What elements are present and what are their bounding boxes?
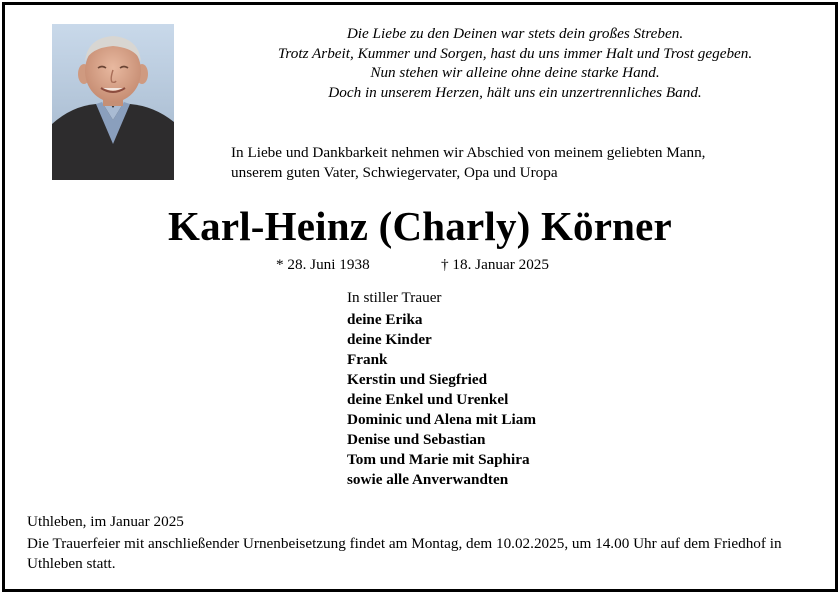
mourners-block: [347, 288, 536, 490]
intro-line: In Liebe und Dankbarkeit nehmen wir Abschied von meinem geliebten Mann,: [231, 144, 706, 161]
mourners-list: [347, 310, 536, 490]
death-date: † 18. Januar 2025: [441, 256, 549, 273]
mourner-name: deine Erika: [347, 311, 423, 328]
portrait-photo: [52, 24, 174, 180]
mourner-name: Tom und Marie mit Saphira: [347, 451, 530, 468]
farewell-intro: [231, 143, 821, 182]
mourner-name: deine Enkel und Urenkel: [347, 391, 509, 408]
mourner-name: Kerstin und Siegfried: [347, 371, 488, 388]
intro-line: unserem guten Vater, Schwiegervater, Opa und Uropa: [231, 163, 558, 181]
poem-line: Doch in unserem Herzen, hält uns ein unzertrennliches Band.: [328, 83, 702, 101]
funeral-notice: Die Trauerfeier mit anschließender Urnenbeisetzung findet am Montag, dem 10.02.2025, um 14.00 Uhr auf dem Friedhof in Uthleben statt.: [27, 535, 782, 572]
poem-line: Trotz Arbeit, Kummer und Sorgen, hast du uns immer Halt und Trost gegeben.: [277, 44, 753, 62]
deceased-name: Karl-Heinz (Charly) Körner: [168, 203, 672, 249]
mourning-lead: In stiller Trauer: [347, 289, 442, 306]
mourner-name: Denise und Sebastian: [347, 431, 486, 448]
mourner-name: sowie alle Anverwandten: [347, 471, 509, 488]
birth-date: * 28. Juni 1938: [276, 256, 370, 273]
place-and-date: Uthleben, im Januar 2025: [27, 513, 184, 530]
poem-line: Nun stehen wir alleine ohne deine starke Hand.: [370, 64, 660, 82]
mourner-name: Frank: [347, 351, 388, 368]
mourner-name: Dominic und Alena mit Liam: [347, 411, 537, 428]
mourner-name: deine Kinder: [347, 331, 432, 348]
memorial-poem: [210, 24, 820, 102]
poem-line: Die Liebe zu den Deinen war stets dein großes Streben.: [346, 25, 684, 42]
